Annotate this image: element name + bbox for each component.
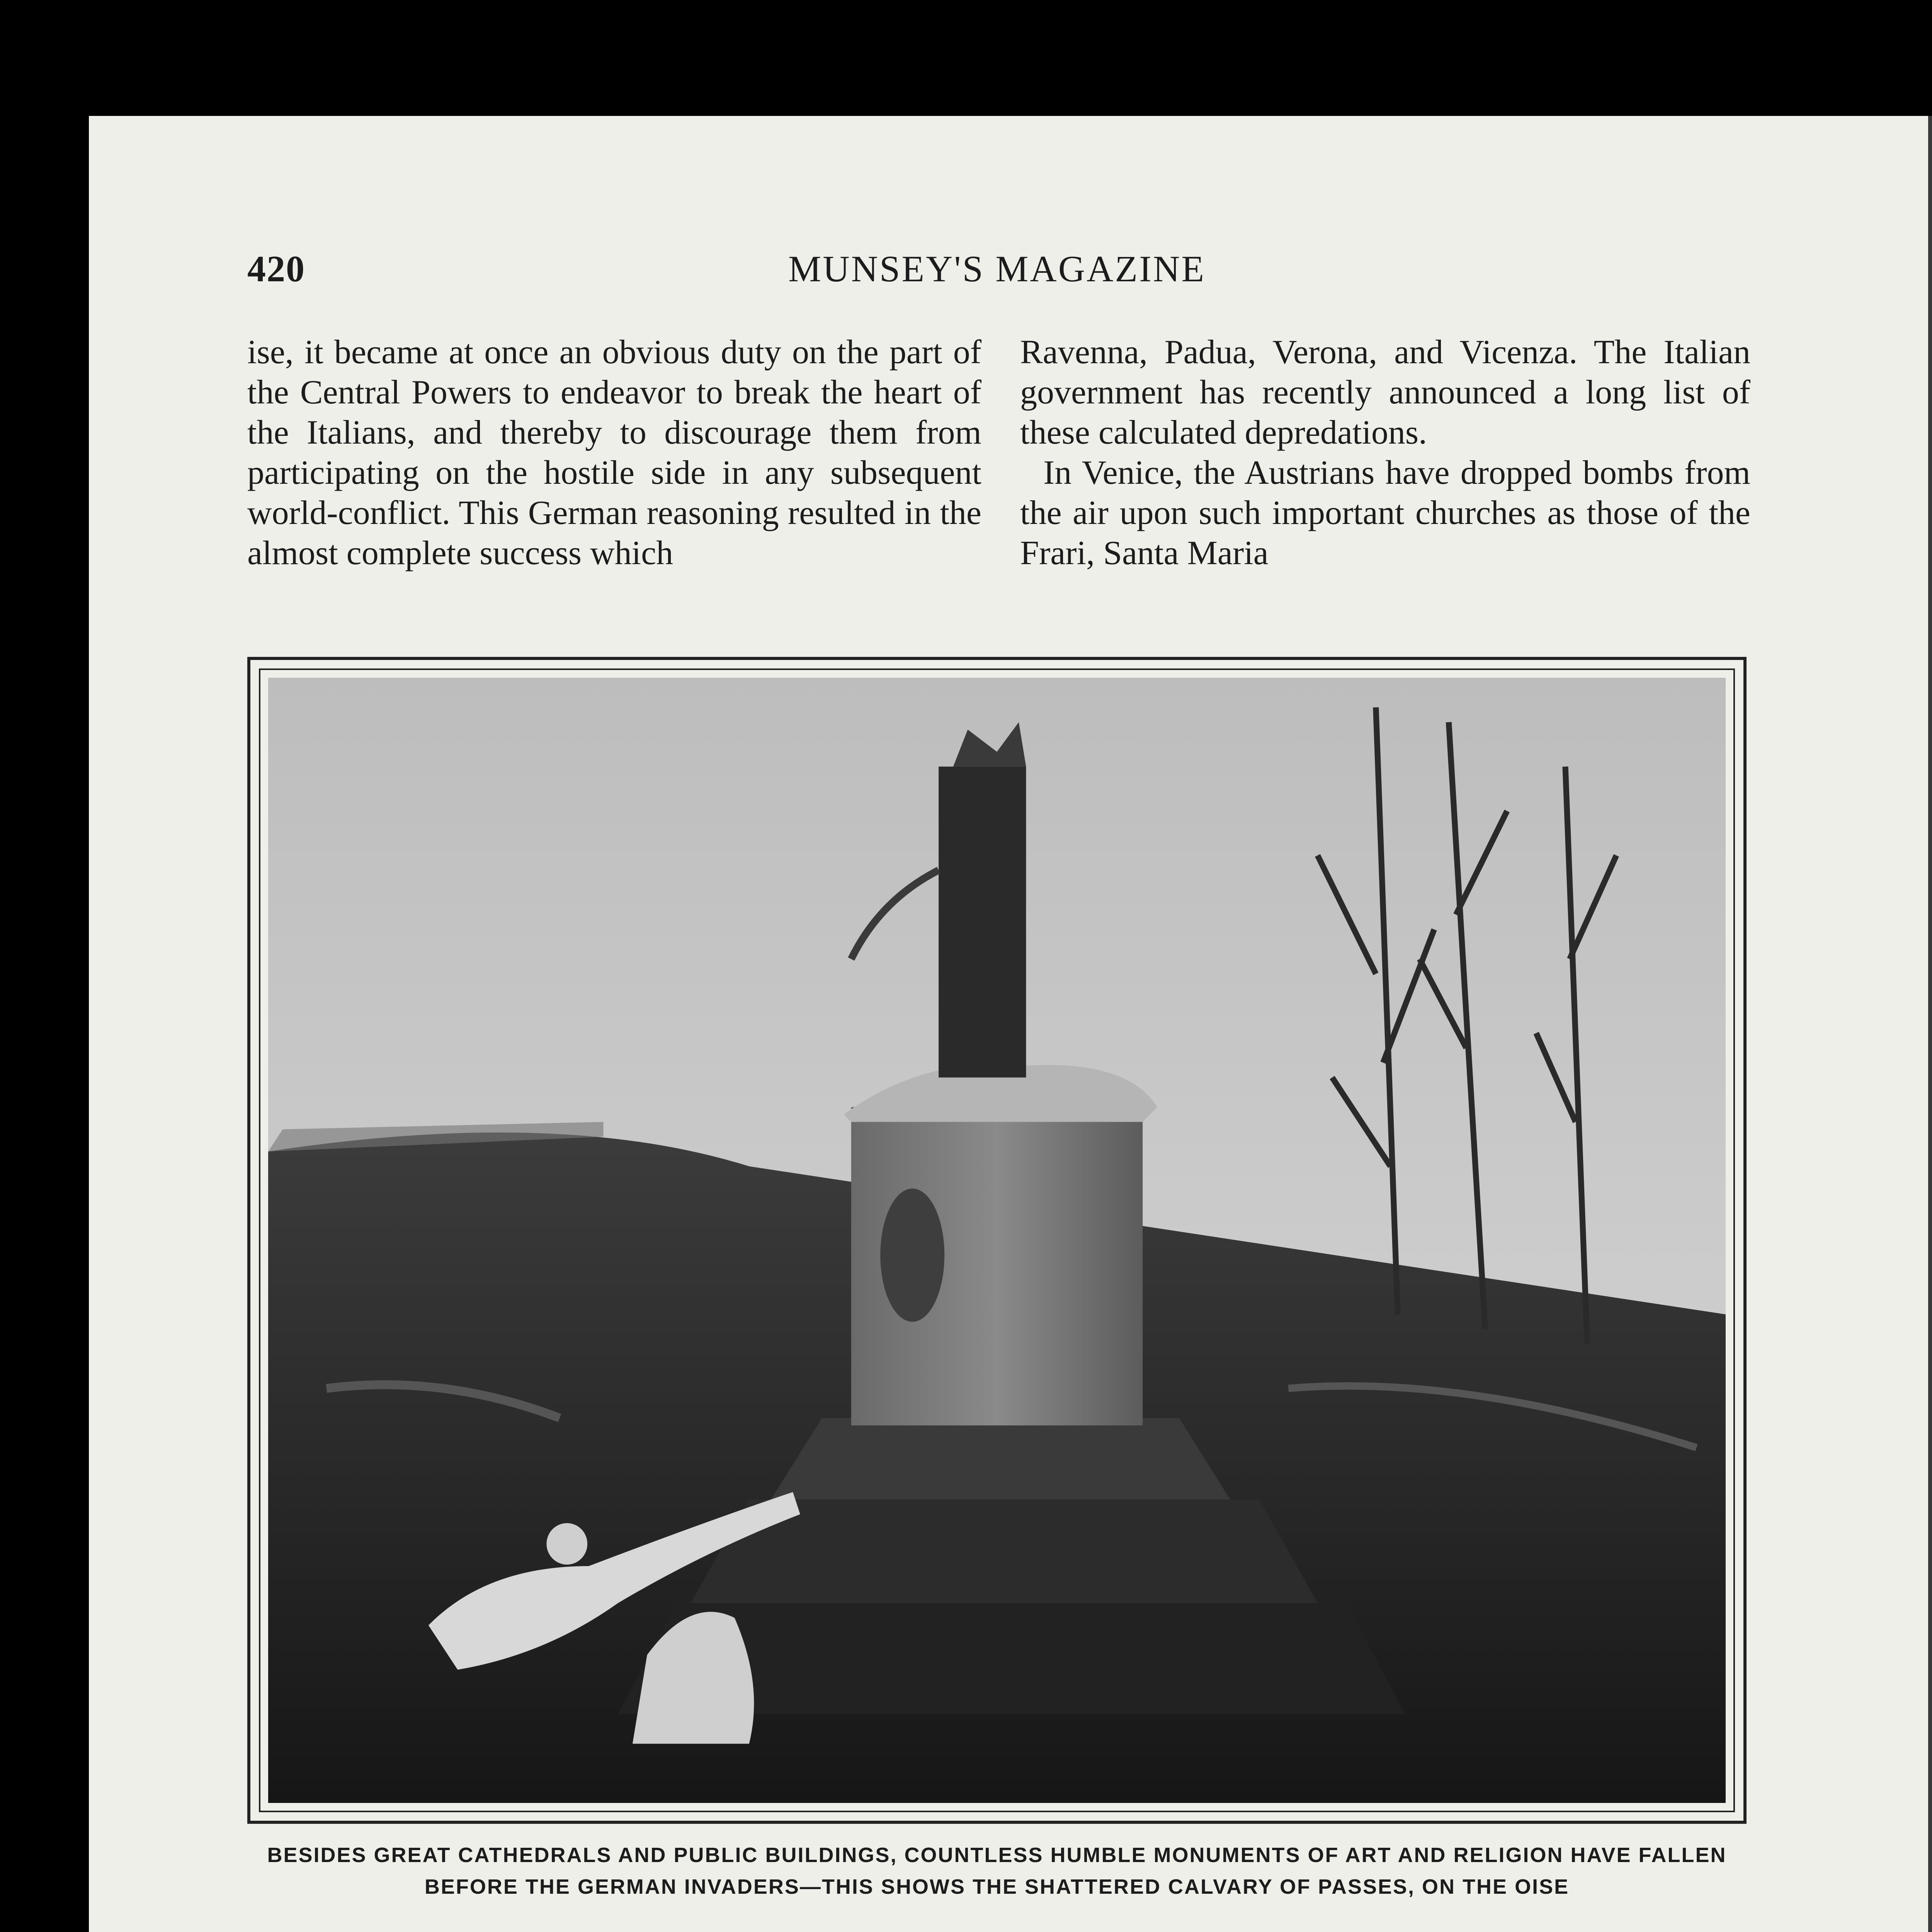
paragraph: ise, it became at once an obvious duty on the part of the Central Powers to endeavor to break the heart of the Italians, and thereby to discourage them from participating on the hostile side in any subsequent world-conflict. This German reasoning resulted in the almost complete success which <box>247 333 981 572</box>
photo-frame-inner <box>259 668 1735 1812</box>
running-head: MUNSEY'S MAGAZINE <box>788 248 1206 289</box>
paragraph: Ravenna, Padua, Verona, and Vicenza. The Italian government has recently announced a long list of these calculated depredations. <box>1020 333 1750 451</box>
page-header <box>247 247 1747 298</box>
column-top-right <box>1020 332 1750 573</box>
paragraph: In Venice, the Austrians have dropped bombs from the air upon such important churches as those of the Frari, Santa Maria <box>1020 454 1750 572</box>
page-number: 420 <box>247 248 305 289</box>
page-gutter <box>1928 116 1932 1932</box>
calvary-photograph <box>268 678 1726 1803</box>
figure-caption: BESIDES GREAT CATHEDRALS AND PUBLIC BUILDINGS, COUNTLESS HUMBLE MONUMENTS OF ART AND RELIGION HAVE FALLEN BEFORE THE GERMAN INVADERS—THIS SHOWS THE SHATTERED CALVARY OF PASSES, ON THE OISE <box>267 1844 1727 1898</box>
column-top-left <box>247 332 981 573</box>
photo-frame <box>247 657 1747 1824</box>
